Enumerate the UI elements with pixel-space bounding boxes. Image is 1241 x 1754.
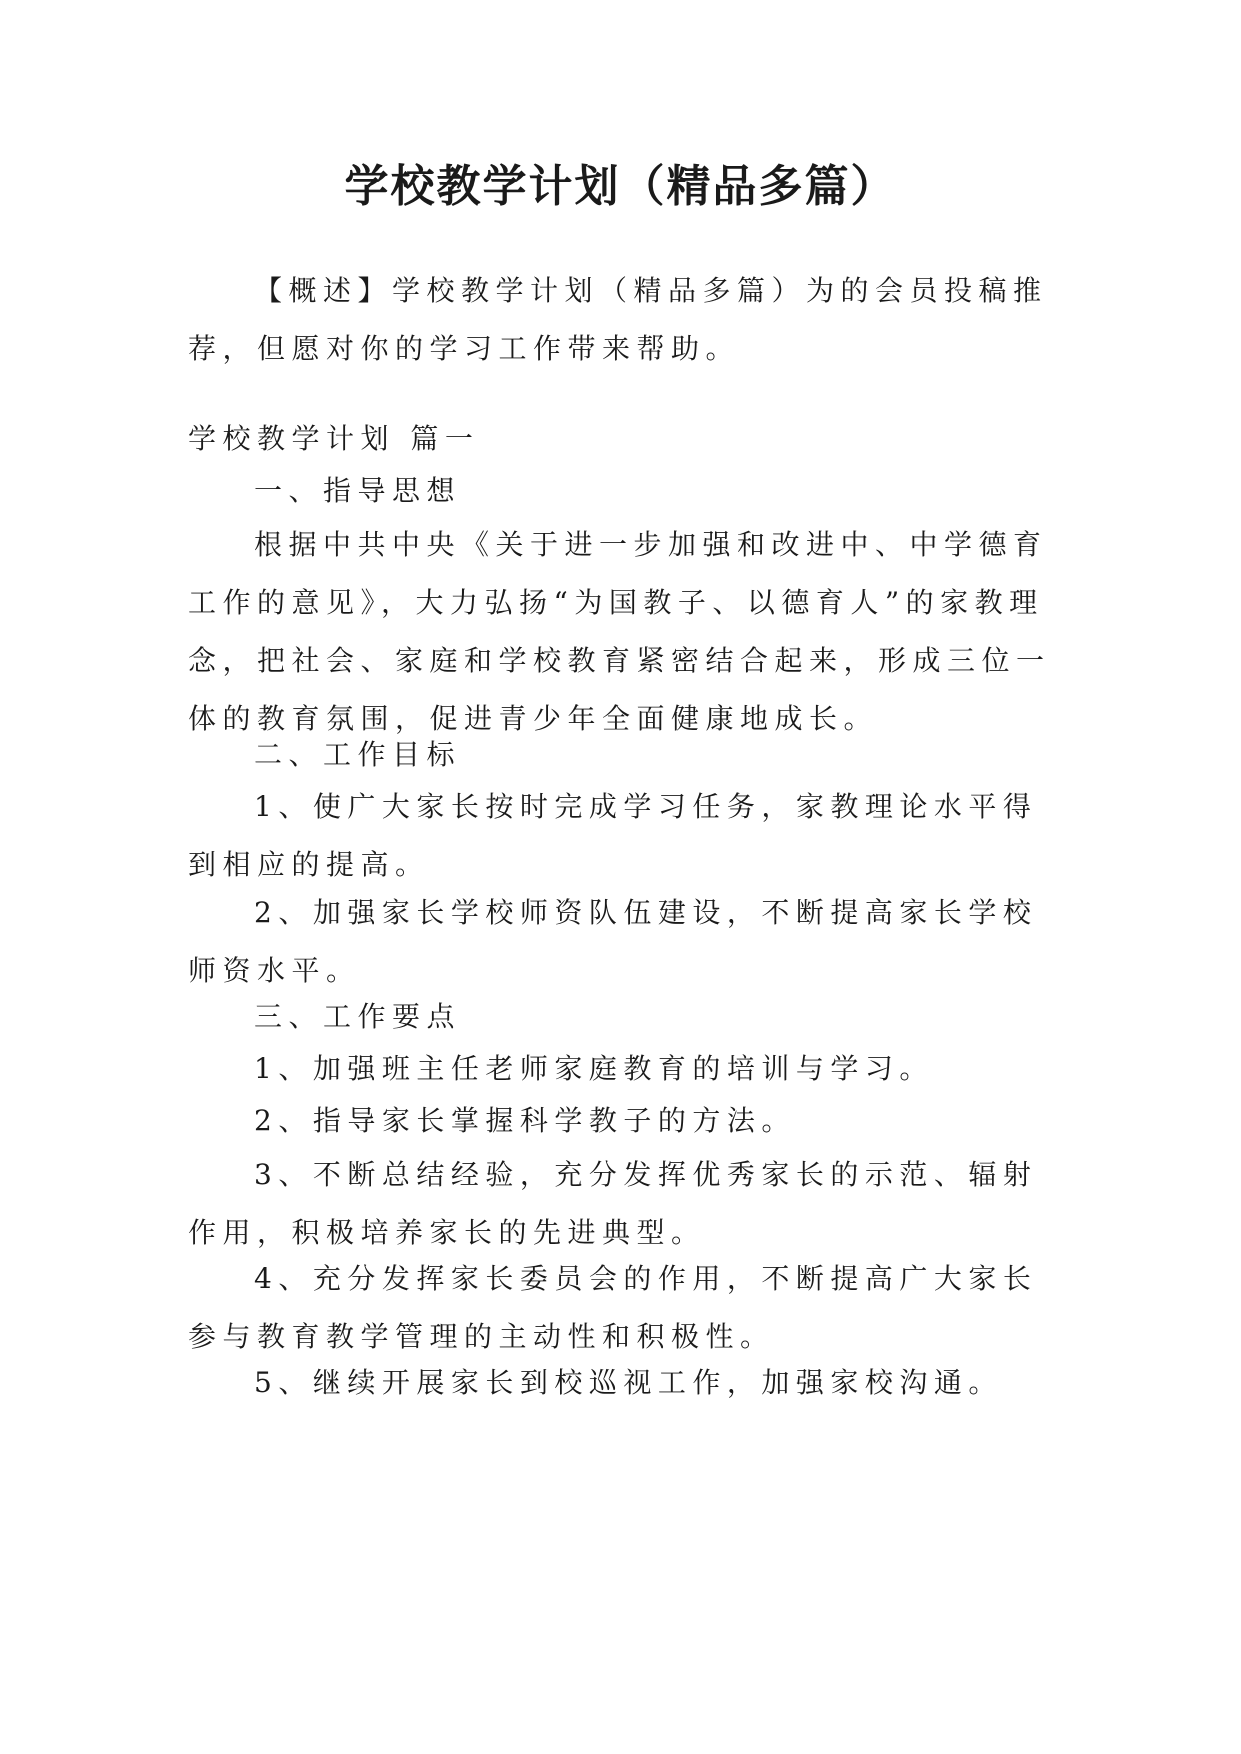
paragraph-guiding-thought: 根据中共中央《关于进一步加强和改进中、中学德育工作的意见》，大力弘扬“为国教子、以德育人”的家教理念，把社会、家庭和学校教育紧密结合起来，形成三位一体的教育氛围，促进青少年全面健康地成长。 [188, 528, 1051, 735]
point-item-4: 4、充分发挥家长委员会的作用，不断提高广大家长参与教育教学管理的主动性和积极性。 [188, 1262, 1038, 1353]
point-item-5: 5、继续开展家长到校巡视工作，加强家校沟通。 [254, 1366, 1003, 1399]
document-title: 学校教学计划（精品多篇） [344, 161, 897, 212]
goal-item-2: 2、加强家长学校师资队伍建设，不断提高家长学校师资水平。 [188, 896, 1038, 987]
heading-work-goals: 二、工作目标 [254, 738, 462, 771]
point-item-2: 2、指导家长掌握科学教子的方法。 [254, 1104, 796, 1137]
heading-guiding-thought: 一、指导思想 [254, 474, 462, 507]
heading-work-points: 三、工作要点 [254, 1000, 462, 1033]
point-item-3: 3、不断总结经验，充分发挥优秀家长的示范、辐射作用，积极培养家长的先进典型。 [188, 1158, 1038, 1249]
summary-paragraph: 【概述】学校教学计划（精品多篇）为的会员投稿推荐，但愿对你的学习工作带来帮助。 [188, 274, 1048, 365]
point-item-1: 1、加强班主任老师家庭教育的培训与学习。 [254, 1052, 934, 1085]
goal-item-1: 1、使广大家长按时完成学习任务，家教理论水平得到相应的提高。 [188, 790, 1038, 881]
section-heading: 学校教学计划 篇一 [188, 422, 480, 455]
